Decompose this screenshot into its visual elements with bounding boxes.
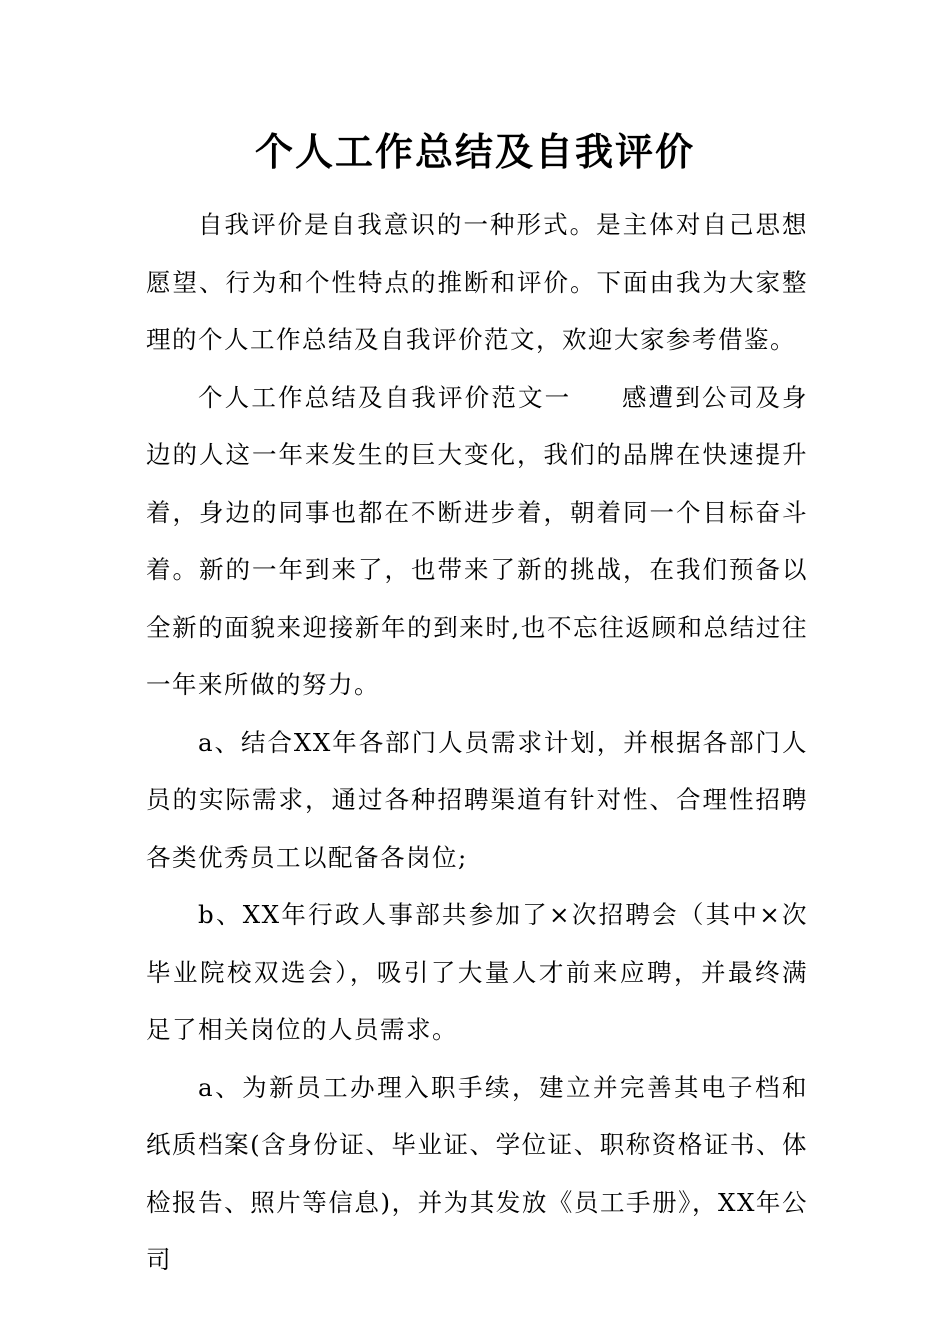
item-a-onboarding-paragraph: a、为新员工办理入职手续，建立并完善其电子档和纸质档案(含身份证、毕业证、学位证、职称资格证书、体检报告、照片等信息)，并为其发放《员工手册》，XX年公司 [146,1072,808,1274]
item-a-recruitment-paragraph: a、结合XX年各部门人员需求计划，并根据各部门人员的实际需求，通过各种招聘渠道有针对性、合理性招聘各类优秀员工以配备各岗位; [146,727,808,872]
document-body [146,196,808,1289]
item-b-job-fair-paragraph: b、XX年行政人事部共参加了×次招聘会（其中×次毕业院校双选会），吸引了大量人才前来应聘，并最终满足了相关岗位的人员需求。 [146,900,808,1044]
section-heading: 个人工作总结及自我评价范文一 [198,382,572,412]
section-paragraph [146,369,808,714]
document-title: 个人工作总结及自我评价 [254,130,695,174]
section-first-paragraph: 感遭到公司及身边的人这一年来发生的巨大变化，我们的品牌在快速提升着，身边的同事也都在不断进步着，朝着同一个目标奋斗着。新的一年到来了，也带来了新的挑战，在我们预备以全新的面貌来迎接新年的到来时,也不忘往返顾和总结过往一年来所做的努力。 [146,382,809,699]
intro-paragraph: 自我评价是自我意识的一种形式。是主体对自己思想愿望、行为和个性特点的推断和评价。下面由我为大家整理的个人工作总结及自我评价范文，欢迎大家参考借鉴。 [146,210,808,354]
